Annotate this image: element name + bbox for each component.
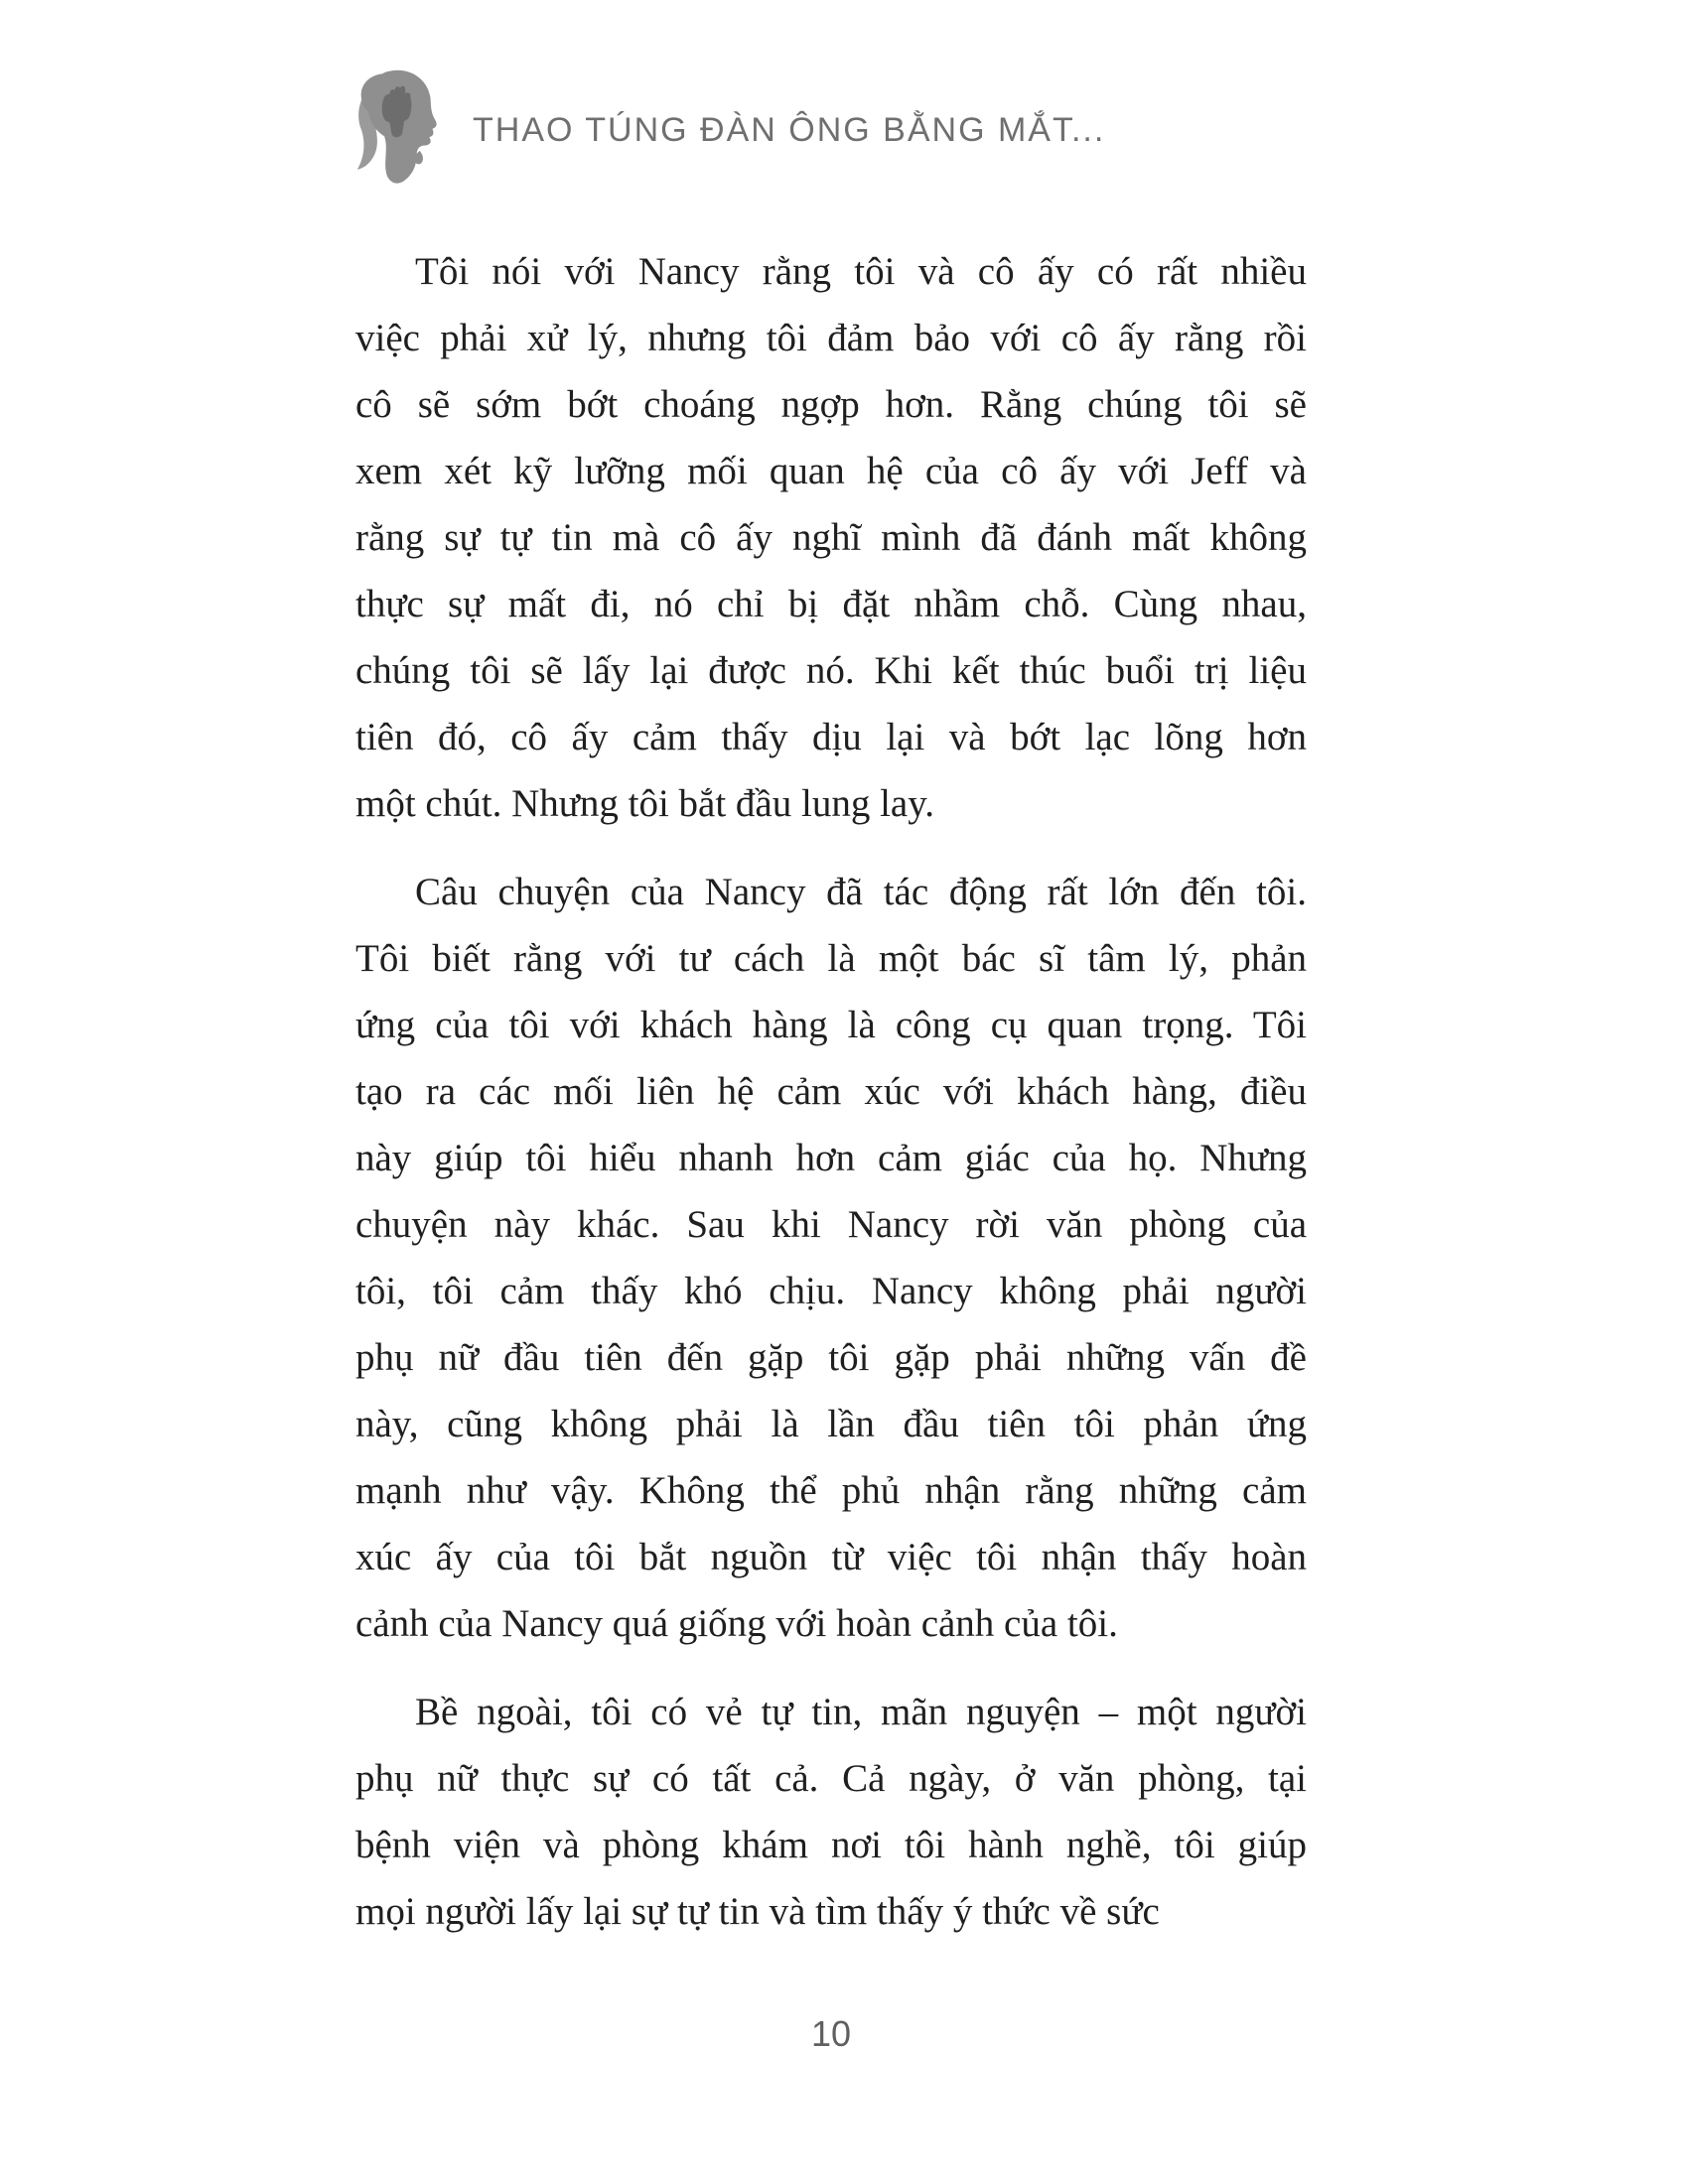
text-line: chúng tôi sẽ lấy lại được nó. Khi kết thúc buổi trị liệu [355, 649, 1307, 692]
text-line: mọi người lấy lại sự tự tin và tìm thấy ý thức về sức [355, 1890, 1160, 1933]
text-line: cảnh của Nancy quá giống với hoàn cảnh của tôi. [355, 1602, 1118, 1645]
text-line: rằng sự tự tin mà cô ấy nghĩ mình đã đánh mất không [355, 516, 1307, 559]
text-line: tạo ra các mối liên hệ cảm xúc với khách hàng, điều [355, 1070, 1307, 1113]
text-line: Tôi biết rằng với tư cách là một bác sĩ tâm lý, phản [355, 937, 1307, 980]
text-line: tiên đó, cô ấy cảm thấy dịu lại và bớt lạc lõng hơn [355, 716, 1307, 758]
running-head-title: THAO TÚNG ĐÀN ÔNG BẰNG MẮT... [473, 110, 1106, 149]
text-line: chuyện này khác. Sau khi Nancy rời văn phòng của [355, 1203, 1307, 1246]
text-line: xúc ấy của tôi bắt nguồn từ việc tôi nhận thấy hoàn [355, 1536, 1307, 1578]
text-line: bệnh viện và phòng khám nơi tôi hành nghề, tôi giúp [355, 1824, 1307, 1866]
text-line: Câu chuyện của Nancy đã tác động rất lớn đến tôi. [415, 871, 1307, 913]
paragraph [355, 238, 1307, 837]
page-header [350, 68, 1342, 197]
woman-profile-fist-icon [350, 69, 457, 195]
text-line: này, cũng không phải là lần đầu tiên tôi phản ứng [355, 1403, 1307, 1445]
text-line: phụ nữ thực sự có tất cả. Cả ngày, ở văn phòng, tại [355, 1757, 1307, 1800]
paragraph [355, 1679, 1307, 1945]
text-line: mạnh như vậy. Không thể phủ nhận rằng những cảm [355, 1469, 1307, 1512]
text-line: Tôi nói với Nancy rằng tôi và cô ấy có rất nhiều [415, 250, 1307, 293]
text-line: xem xét kỹ lưỡng mối quan hệ của cô ấy với Jeff và [355, 450, 1307, 492]
page-number: 10 [810, 2013, 852, 2054]
text-line: Bề ngoài, tôi có vẻ tự tin, mãn nguyện – một người [415, 1691, 1307, 1733]
page-body [355, 238, 1307, 1967]
text-line: tôi, tôi cảm thấy khó chịu. Nancy không phải người [355, 1270, 1307, 1312]
text-line: phụ nữ đầu tiên đến gặp tôi gặp phải những vấn đề [355, 1336, 1307, 1379]
paragraph [355, 859, 1307, 1657]
text-line: việc phải xử lý, nhưng tôi đảm bảo với cô ấy rằng rồi [355, 317, 1307, 359]
text-line: ứng của tôi với khách hàng là công cụ quan trọng. Tôi [355, 1004, 1307, 1046]
text-line: một chút. Nhưng tôi bắt đầu lung lay. [355, 782, 934, 825]
text-line: thực sự mất đi, nó chỉ bị đặt nhầm chỗ. Cùng nhau, [355, 583, 1307, 625]
text-line: cô sẽ sớm bớt choáng ngợp hơn. Rằng chúng tôi sẽ [355, 383, 1307, 426]
text-line: này giúp tôi hiểu nhanh hơn cảm giác của họ. Nhưng [355, 1137, 1307, 1179]
